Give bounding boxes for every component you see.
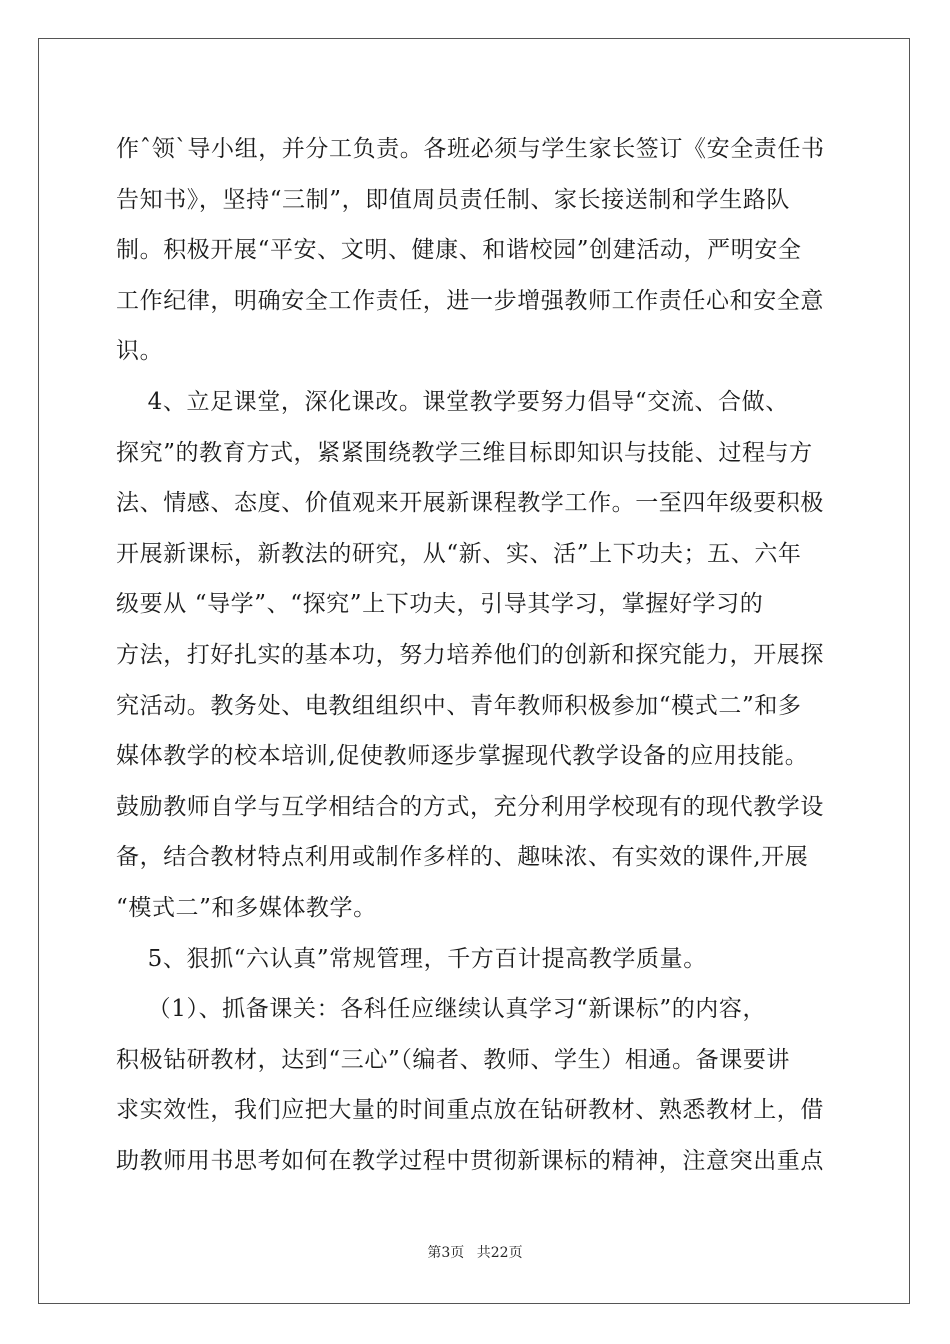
text-line: 方法，打好扎实的基本功，努力培养他们的创新和探究能力，开展探 — [116, 641, 824, 668]
page-number: 第3页 — [427, 1245, 465, 1261]
text-line: 究活动。教务处、电教组组织中、青年教师积极参加“模式二”和多 — [116, 692, 802, 719]
text-line: “模式二”和多媒体教学。 — [116, 894, 377, 921]
text-line: （1）、抓备课关：各科任应继续认真学习“新课标”的内容， — [116, 996, 767, 1023]
text-line: 探究”的教育方式，紧紧围绕教学三维目标即知识与技能、过程与方 — [116, 439, 813, 466]
text-line: 作ˆ领ˋ导小组，并分工负责。各班必须与学生家长签订《安全责任书 — [116, 136, 825, 162]
text-line: 助教师用书思考如何在教学过程中贯彻新课标的精神，注意突出重点 — [116, 1147, 824, 1174]
text-line: 备，结合教材特点利用或制作多样的、趣味浓、有实效的课件,开展 — [116, 844, 809, 871]
text-line: 积极钻研教材，达到“三心”（编者、教师、学生）相通。备课要讲 — [116, 1046, 791, 1073]
text-line: 求实效性，我们应把大量的时间重点放在钻研教材、熟悉教材上，借 — [116, 1097, 824, 1124]
page-footer — [0, 1242, 950, 1262]
document-body — [116, 124, 836, 1186]
text-line: 级要从 “导学”、“探究”上下功夫，引导其学习，掌握好学习的 — [116, 591, 764, 618]
text-line: 识。 — [116, 338, 164, 365]
text-line: 媒体教学的校本培训,促使教师逐步掌握现代教学设备的应用技能。 — [116, 743, 809, 770]
text-line: 5、狠抓“六认真”常规管理，千方百计提高教学质量。 — [116, 945, 707, 972]
text-line: 法、情感、态度、价值观来开展新课程教学工作。一至四年级要积极 — [116, 490, 824, 517]
text-line: 制。积极开展“平安、文明、健康、和谐校园”创建活动，严明安全 — [116, 237, 802, 264]
text-line: 4、立足课堂，深化课改。课堂教学要努力倡导“交流、合做、 — [116, 388, 789, 415]
page-total: 共22页 — [476, 1245, 523, 1261]
text-line: 工作纪律，明确安全工作责任，进一步增强教师工作责任心和安全意 — [116, 287, 824, 314]
text-line: 告知书》，坚持“三制”，即值周员责任制、家长接送制和学生路队 — [116, 186, 791, 213]
text-line: 鼓励教师自学与互学相结合的方式，充分利用学校现有的现代教学设 — [116, 793, 824, 820]
text-line: 开展新课标，新教法的研究，从“新、实、活”上下功夫；五、六年 — [116, 540, 802, 567]
